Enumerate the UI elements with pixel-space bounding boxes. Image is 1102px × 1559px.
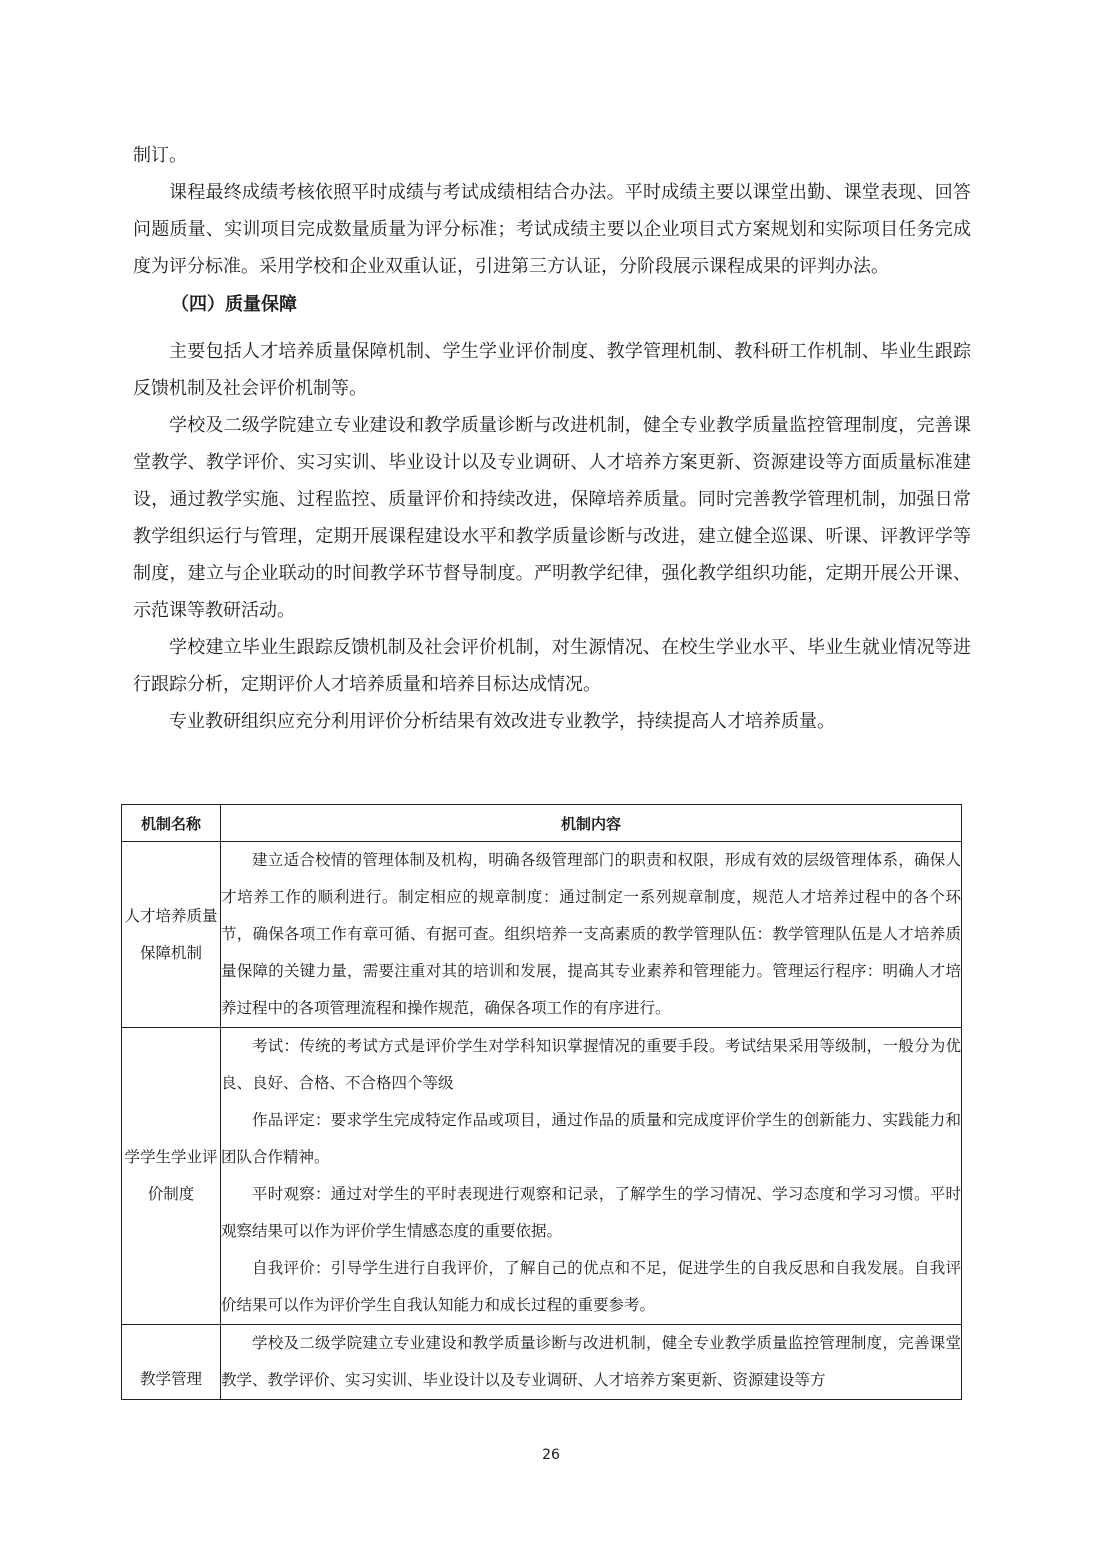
paragraph-quality-diagnosis: 学校及二级学院建立专业建设和教学质量诊断与改进机制，健全专业教学质量监控管理制度，完善课堂教学、教学评价、实习实训、毕业设计以及专业调研、人才培养方案更新、资源建设等方面质量标准建设，通过教学实施、过程监控、质量评价和持续改进，保障培养质量。同时完善教学管理机制，加强日常教学组织运行与管理，定期开展课程建设水平和教学质量诊断与改进，建立健全巡课、听课、评教评学等制度，建立与企业联动的时间教学环节督导制度。严明教学纪律，强化教学组织功能，定期开展公开课、示范课等教研活动。 (133, 415, 971, 621)
mechanism-content (221, 1325, 962, 1400)
content-paragraph: 平时观察：通过对学生的平时表现进行观察和记录，了解学生的学习情况、学习态度和学习习惯。平时观察结果可以作为评价学生情感态度的重要依据。 (221, 1185, 961, 1240)
mechanism-table (121, 804, 962, 1400)
content-paragraph: 作品评定：要求学生完成特定作品或项目，通过作品的质量和完成度评价学生的创新能力、实践能力和团队合作精神。 (221, 1111, 961, 1166)
paragraph-grading: 课程最终成绩考核依照平时成绩与考试成绩相结合办法。平时成绩主要以课堂出勤、课堂表现、回答问题质量、实训项目完成数量质量为评分标准；考试成绩主要以企业项目式方案规划和实际项目任务完成度为评分标准。采用学校和企业双重认证，引进第三方认证，分阶段展示课程成果的评判办法。 (133, 182, 971, 277)
table-row (122, 842, 962, 1028)
table-header-row (122, 805, 962, 842)
mechanism-content (221, 1028, 962, 1325)
content-paragraph: 学校及二级学院建立专业建设和教学质量诊断与改进机制，健全专业教学质量监控管理制度，完善课堂教学、教学评价、实习实训、毕业设计以及专业调研、人才培养方案更新、资源建设等方 (221, 1334, 961, 1389)
mechanism-name: 人才培养质量保障机制 (122, 842, 221, 1028)
content-paragraph: 建立适合校情的管理体制及机构，明确各级管理部门的职责和权限，形成有效的层级管理体系，确保人才培养工作的顺利进行。制定相应的规章制度：通过制定一系列规章制度，规范人才培养过程中的各个环节，确保各项工作有章可循、有据可查。组织培养一支高素质的教学管理队伍：教学管理队伍是人才培养质量保障的关键力量，需要注重对其的培训和发展，提高其专业素养和管理能力。管理运行程序：明确人才培养过程中的各项管理流程和操作规范，确保各项工作的有序进行。 (221, 851, 961, 1017)
mechanism-name: 教学管理 (122, 1325, 221, 1400)
table-row (122, 1028, 962, 1325)
section-heading: （四）质量保障 (171, 294, 297, 315)
content-paragraph: 考试：传统的考试方式是评价学生对学科知识掌握情况的重要手段。考试结果采用等级制，一般分为优良、良好、合格、不合格四个等级 (221, 1037, 961, 1092)
paragraph-continuation: 制订。 (133, 145, 187, 166)
page-number: 26 (542, 1447, 560, 1463)
paragraph-graduate-tracking: 学校建立毕业生跟踪反馈机制及社会评价机制，对生源情况、在校生学业水平、毕业生就业情况等进行跟踪分析，定期评价人才培养质量和培养目标达成情况。 (133, 637, 971, 695)
column-header-content: 机制内容 (221, 805, 962, 842)
content-paragraph: 自我评价：引导学生进行自我评价，了解自己的优点和不足，促进学生的自我反思和自我发展。自我评价结果可以作为评价学生自我认知能力和成长过程的重要参考。 (221, 1259, 961, 1314)
mechanism-name: 学学生学业评价制度 (122, 1028, 221, 1325)
paragraph-evaluation-use: 专业教研组织应充分利用评价分析结果有效改进专业教学，持续提高人才培养质量。 (169, 711, 835, 732)
column-header-name: 机制名称 (122, 805, 221, 842)
mechanism-content (221, 842, 962, 1028)
paragraph-mechanisms-overview: 主要包括人才培养质量保障机制、学生学业评价制度、教学管理机制、教科研工作机制、毕业生跟踪反馈机制及社会评价机制等。 (133, 341, 971, 399)
body-text (133, 137, 971, 740)
table-row (122, 1325, 962, 1400)
